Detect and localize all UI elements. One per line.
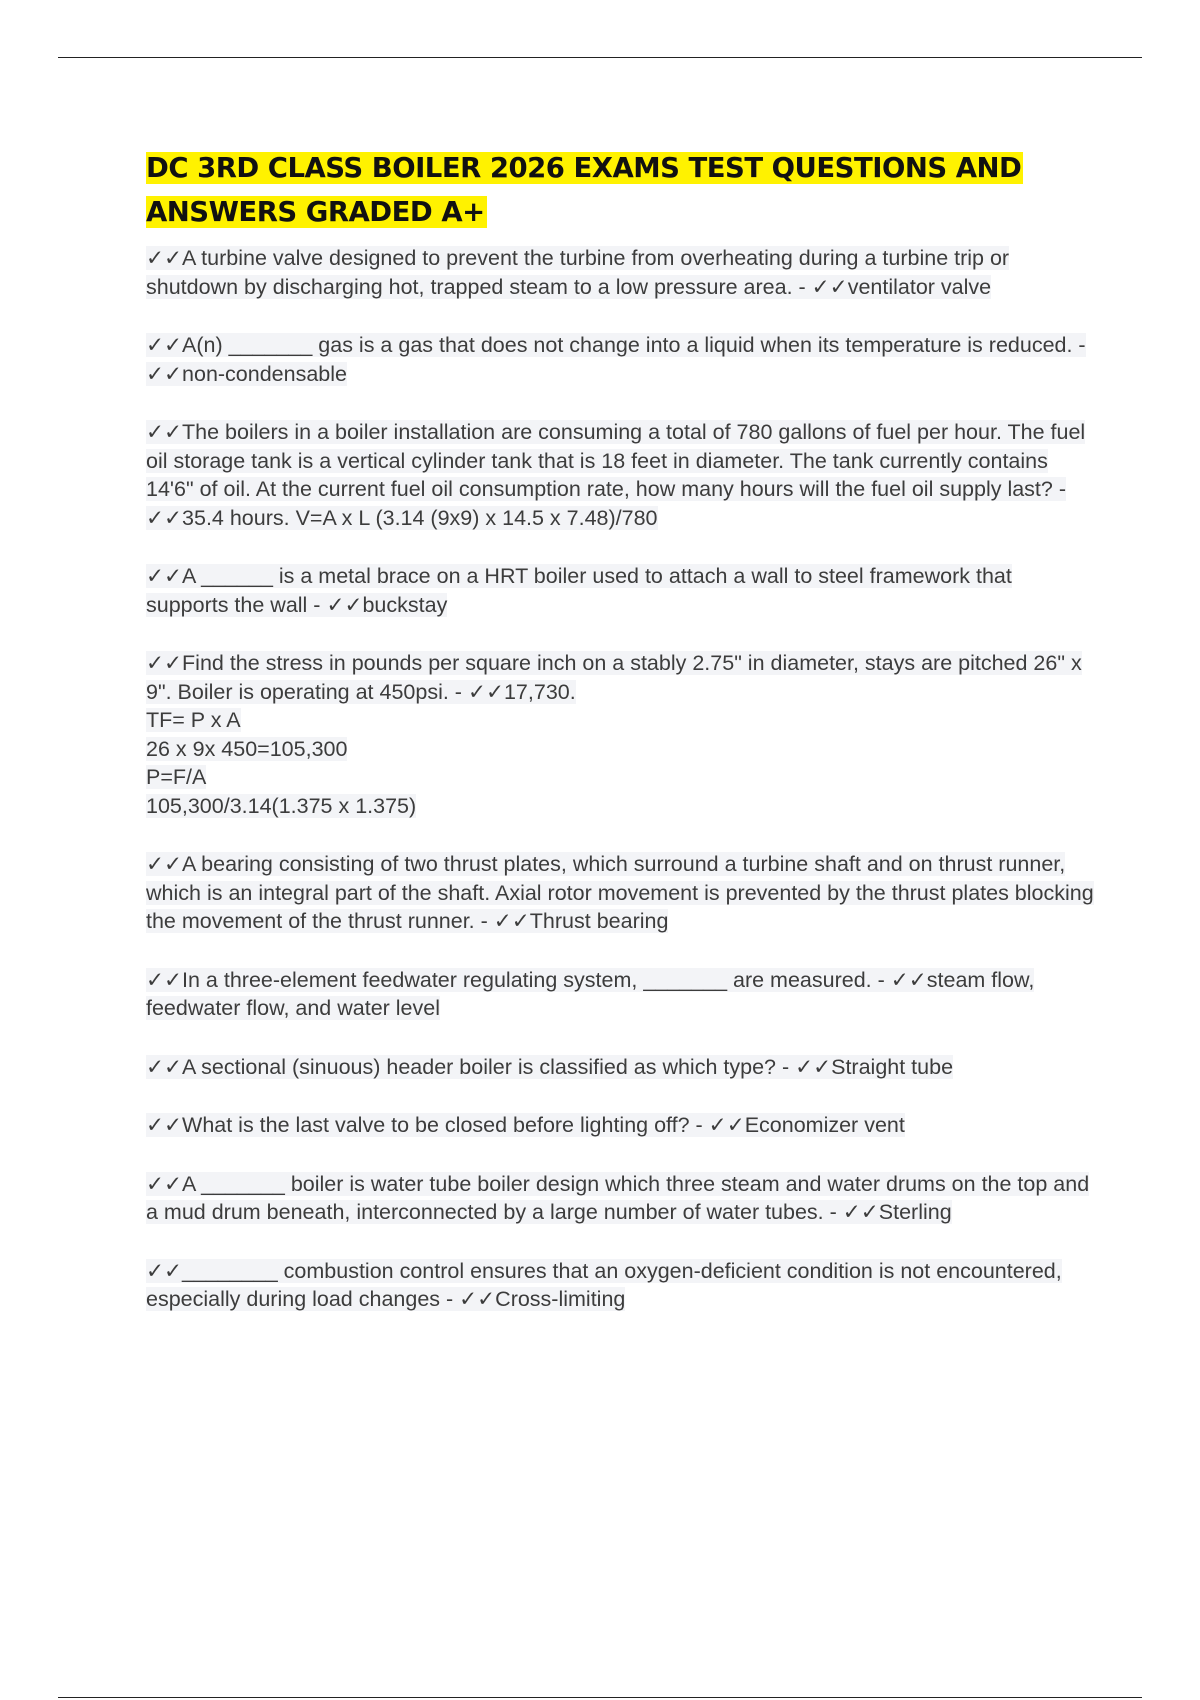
qa-item: ✓✓The boilers in a boiler installation are consuming a total of 780 gallons of fuel per hour. The fuel oil storage tank is a vertical cylinder tank that is 18 feet in diameter. The tank currently contains 14'6" of oil. At the current fuel oil consumption rate, how many hours will the fuel oil supply last? - ✓✓35.4 hours. V=A x L (3.14 (9x9) x 14.5 x 7.48)/780 (146, 420, 1086, 530)
qa-item: ✓✓A _______ boiler is water tube boiler design which three steam and water drums on the top and a mud drum beneath, interconnected by a large number of water tubes. - ✓✓Sterling (146, 1171, 1090, 1224)
qa-item: ✓✓What is the last valve to be closed before lighting off? - ✓✓Economizer vent (146, 1113, 905, 1137)
qa-item: ✓✓A ______ is a metal brace on a HRT boiler used to attach a wall to steel framework that supports the wall - ✓✓buckstay (146, 564, 1012, 617)
footer-rule (58, 1697, 1142, 1698)
qa-item: ✓✓A turbine valve designed to prevent the turbine from overheating during a turbine trip or shutdown by discharging hot, trapped steam to a low pressure area. - ✓✓ventilator valve (146, 246, 1010, 299)
qa-item: ✓✓A bearing consisting of two thrust plates, which surround a turbine shaft and on thrust runner, which is an integral part of the shaft. Axial rotor movement is prevented by the thrust plates blocking the movement of the thrust runner. - ✓✓Thrust bearing (146, 852, 1094, 933)
qa-item: ✓✓A(n) _______ gas is a gas that does not change into a liquid when its temperature is reduced. - ✓✓non-condensable (146, 333, 1086, 386)
header-rule (58, 57, 1142, 58)
qa-item: ✓✓In a three-element feedwater regulating system, _______ are measured. - ✓✓steam flow, feedwater flow, and water level (146, 967, 1035, 1020)
qa-item: ✓✓Find the stress in pounds per square inch on a stably 2.75" in diameter, stays are pitched 26" x 9". Boiler is operating at 450psi. - ✓✓17,730. TF= P x A 26 x 9x 450=105,300 P=F/A 105,300/3.14(1.375 x 1.375) (146, 651, 1082, 818)
qa-item: ✓✓A sectional (sinuous) header boiler is classified as which type? - ✓✓Straight tube (146, 1054, 954, 1079)
qa-item: ✓✓________ combustion control ensures that an oxygen-deficient condition is not encountered, especially during load changes - ✓✓Cross-limiting (146, 1258, 1062, 1311)
document-title: DC 3RD CLASS BOILER 2026 EXAMS TEST QUESTIONS AND ANSWERS GRADED A+ (146, 152, 1022, 228)
document-page (146, 146, 1096, 1344)
